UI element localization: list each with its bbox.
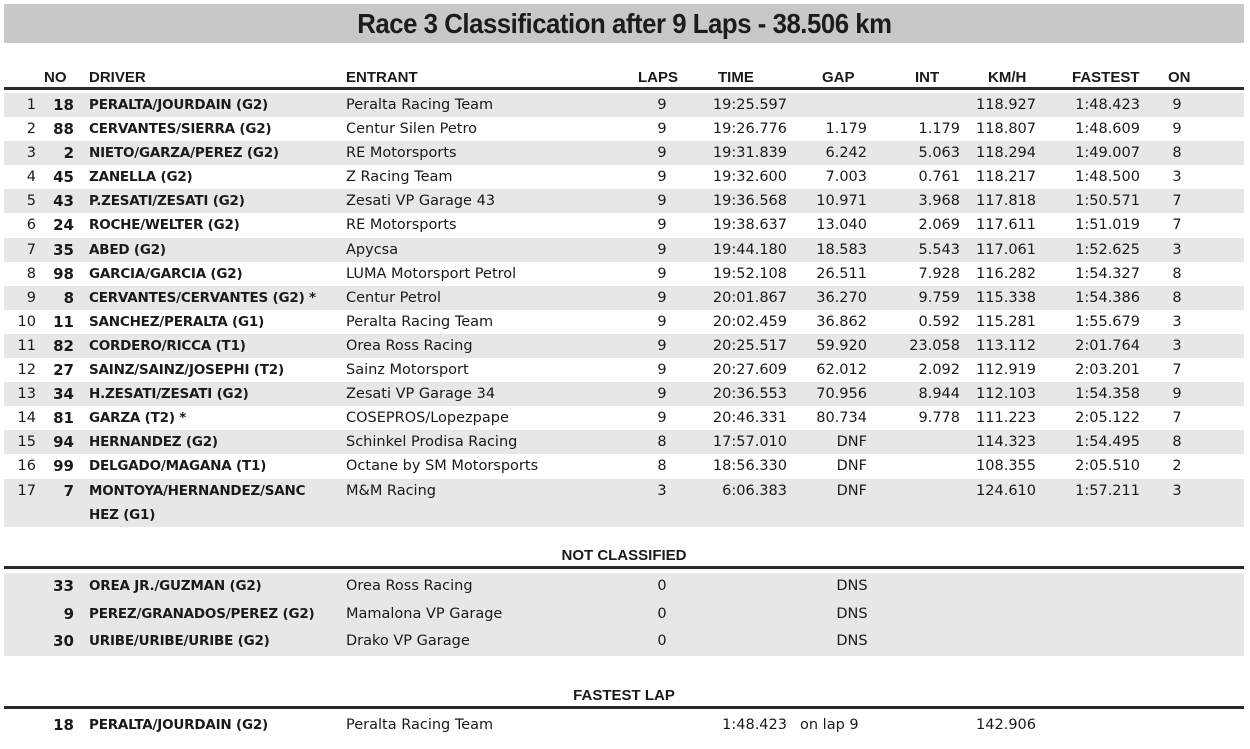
- gap-value: 62.012: [816, 362, 867, 379]
- entrant-name: COSEPROS/Lopezpape: [346, 410, 509, 427]
- fastest-lap-time: 2:01.764: [1075, 337, 1140, 354]
- car-number: 45: [53, 168, 74, 187]
- laps-count: 8: [657, 458, 667, 475]
- table-header: [4, 66, 1244, 90]
- title-bar: [4, 4, 1244, 43]
- gap-value: DNS: [836, 578, 868, 594]
- average-speed: 118.217: [976, 169, 1036, 186]
- driver-name: GARCIA/GARCIA (G2): [89, 265, 243, 282]
- fastest-on-lap: 7: [1172, 217, 1182, 234]
- fastest-lap-title: FASTEST LAP: [4, 687, 1244, 709]
- total-time: 20:25.517: [712, 337, 787, 354]
- total-time: 20:27.609: [712, 362, 787, 379]
- fastest-lap-time: 1:52.625: [1075, 241, 1140, 258]
- laps-count: 9: [657, 313, 667, 330]
- driver-name: SAINZ/SAINZ/JOSEPHI (T2): [89, 362, 284, 379]
- average-speed: 112.919: [976, 362, 1036, 379]
- fastest-lap-time: 1:54.358: [1075, 386, 1140, 403]
- driver-name: GARZA (T2) *: [89, 410, 187, 427]
- interval-value: 1.179: [918, 121, 960, 138]
- entrant-name: RE Motorsports: [346, 145, 457, 162]
- interval-value: 9.759: [918, 289, 960, 306]
- driver-name: MONTOYA/HERNANDEZ/SANC HEZ (G1): [89, 482, 306, 523]
- total-time: 17:57.010: [712, 434, 787, 451]
- col-on: ON: [1168, 69, 1191, 86]
- table-row: [4, 430, 1244, 454]
- table-row: [4, 310, 1244, 334]
- laps-count: 9: [657, 121, 667, 138]
- car-number: 8: [63, 288, 74, 307]
- fastest-on-lap: 9: [1172, 97, 1182, 113]
- entrant-name: Orea Ross Racing: [346, 578, 473, 594]
- interval-value: 9.778: [918, 410, 960, 427]
- laps-count: 0: [657, 633, 667, 649]
- fastest-on-lap: 9: [1172, 386, 1182, 403]
- gap-value: 7.003: [825, 169, 867, 186]
- table-row: [4, 213, 1244, 237]
- car-number: 2: [63, 144, 74, 163]
- fastest-on-lap: 3: [1172, 241, 1182, 258]
- car-number: 18: [53, 716, 74, 734]
- total-time: 19:36.568: [712, 193, 787, 210]
- col-kmh: KM/H: [988, 69, 1027, 86]
- gap-value: DNS: [836, 605, 868, 622]
- car-number: 81: [53, 409, 74, 428]
- car-number: 98: [53, 264, 74, 283]
- laps-count: 8: [657, 434, 667, 451]
- fastest-kmh: 142.906: [976, 717, 1036, 733]
- car-number: 30: [53, 632, 74, 650]
- fastest-on-lap: 3: [1172, 337, 1182, 354]
- col-fastest: FASTEST: [1072, 69, 1140, 86]
- position: 6: [26, 217, 36, 234]
- car-number: 99: [53, 457, 74, 476]
- average-speed: 114.323: [976, 434, 1036, 451]
- fastest-lap-time: 1:49.007: [1075, 145, 1140, 162]
- average-speed: 113.112: [976, 337, 1036, 354]
- driver-name: CORDERO/RICCA (T1): [89, 337, 246, 354]
- entrant-name: Centur Silen Petro: [346, 121, 478, 138]
- car-number: 11: [53, 312, 74, 331]
- car-number: 27: [53, 361, 74, 380]
- position: 5: [26, 193, 36, 210]
- entrant-name: Zesati VP Garage 43: [346, 193, 496, 210]
- laps-count: 9: [657, 145, 667, 162]
- table-row: [4, 93, 1244, 117]
- interval-value: 3.968: [918, 193, 960, 210]
- driver-name: ABED (G2): [89, 241, 166, 258]
- car-number: 9: [63, 604, 74, 623]
- laps-count: 9: [657, 97, 667, 113]
- driver-name: P.ZESATI/ZESATI (G2): [89, 193, 245, 210]
- fastest-lap-time: 1:48.500: [1075, 169, 1140, 186]
- table-row: [4, 454, 1244, 478]
- entrant-name: M&M Racing: [346, 482, 436, 499]
- average-speed: 118.807: [976, 121, 1036, 138]
- laps-count: 9: [657, 289, 667, 306]
- entrant-name: Sainz Motorsport: [346, 362, 469, 379]
- laps-count: 9: [657, 241, 667, 258]
- fastest-lap-row: [4, 713, 1244, 737]
- interval-value: 2.069: [918, 217, 960, 234]
- laps-count: 9: [657, 410, 667, 427]
- gap-value: DNF: [836, 434, 867, 451]
- fastest-on-lap: 3: [1172, 169, 1182, 186]
- entrant-name: RE Motorsports: [346, 217, 457, 234]
- interval-value: 8.944: [918, 386, 960, 403]
- gap-value: 1.179: [825, 121, 867, 138]
- table-row: [4, 382, 1244, 406]
- table-row: [4, 406, 1244, 430]
- entrant-name: Peralta Racing Team: [346, 313, 494, 330]
- driver-name: H.ZESATI/ZESATI (G2): [89, 386, 249, 403]
- car-number: 18: [53, 96, 74, 114]
- table-row: [4, 358, 1244, 382]
- total-time: 19:25.597: [712, 97, 787, 113]
- table-row: [4, 238, 1244, 262]
- table-row: [4, 479, 1244, 527]
- average-speed: 116.282: [976, 265, 1036, 282]
- position: 9: [26, 289, 36, 306]
- entrant-name: Apycsa: [346, 241, 399, 258]
- position: 2: [26, 121, 36, 138]
- car-number: 24: [53, 216, 74, 235]
- entrant-name: Drako VP Garage: [346, 633, 470, 649]
- interval-value: 2.092: [918, 362, 960, 379]
- entrant-name: LUMA Motorsport Petrol: [346, 265, 517, 282]
- interval-value: 5.063: [918, 145, 960, 162]
- fastest-lap-time: 2:03.201: [1075, 362, 1140, 379]
- entrant-name: Z Racing Team: [346, 169, 453, 186]
- car-number: 82: [53, 336, 74, 355]
- average-speed: 108.355: [976, 458, 1036, 475]
- driver-name: DELGADO/MAGANA (T1): [89, 458, 267, 475]
- total-time: 19:26.776: [712, 121, 787, 138]
- average-speed: 117.611: [976, 217, 1036, 234]
- total-time: 19:32.600: [712, 169, 787, 186]
- fastest-on-lap: 9: [1172, 121, 1182, 138]
- average-speed: 117.818: [976, 193, 1036, 210]
- gap-value: 59.920: [816, 337, 867, 354]
- total-time: 19:38.637: [712, 217, 787, 234]
- gap-value: 13.040: [816, 217, 867, 234]
- position: 16: [17, 458, 36, 475]
- position: 1: [26, 97, 36, 113]
- total-time: 20:01.867: [712, 289, 787, 306]
- fastest-lap-time: 1:55.679: [1075, 313, 1140, 330]
- position: 12: [17, 362, 36, 379]
- fastest-on-lap: 7: [1172, 193, 1182, 210]
- total-time: 19:52.108: [712, 265, 787, 282]
- position: 17: [17, 482, 36, 499]
- table-row: [4, 573, 1244, 601]
- fastest-on-lap: 8: [1172, 145, 1182, 162]
- driver-name: SANCHEZ/PERALTA (G1): [89, 313, 265, 330]
- table-row: [4, 165, 1244, 189]
- position: 13: [17, 386, 36, 403]
- entrant-name: Centur Petrol: [346, 289, 442, 306]
- fastest-lap-time: 1:54.495: [1075, 434, 1140, 451]
- position: 14: [17, 410, 36, 427]
- fastest-on-lap: 2: [1172, 458, 1182, 475]
- gap-value: 36.270: [816, 289, 867, 306]
- gap-value: DNF: [836, 458, 867, 475]
- gap-value: DNF: [836, 482, 867, 499]
- driver-name: OREA JR./GUZMAN (G2): [89, 578, 262, 594]
- car-number: 43: [53, 192, 74, 211]
- table-row: [4, 628, 1244, 656]
- table-row: [4, 262, 1244, 286]
- average-speed: 118.927: [976, 97, 1036, 113]
- gap-value: DNS: [836, 633, 868, 649]
- fastest-on-lap: 7: [1172, 362, 1182, 379]
- average-speed: 115.338: [976, 289, 1036, 306]
- fastest-lap-time: 1:50.571: [1075, 193, 1140, 210]
- table-row: [4, 117, 1244, 141]
- driver-name: ROCHE/WELTER (G2): [89, 217, 240, 234]
- car-number: 33: [53, 577, 74, 595]
- fastest-on-lap: 3: [1172, 313, 1182, 330]
- table-row: [4, 189, 1244, 213]
- fastest-on-lap: 7: [1172, 410, 1182, 427]
- entrant-name: Schinkel Prodisa Racing: [346, 434, 518, 451]
- table-row: [4, 601, 1244, 629]
- fastest-lap-table: [4, 713, 1244, 737]
- entrant-name: Mamalona VP Garage: [346, 605, 503, 622]
- car-number: 34: [53, 385, 74, 404]
- driver-name: CERVANTES/SIERRA (G2): [89, 121, 272, 138]
- position: 8: [26, 265, 36, 282]
- laps-count: 9: [657, 337, 667, 354]
- entrant-name: Zesati VP Garage 34: [346, 386, 496, 403]
- fastest-lap-time: 2:05.122: [1075, 410, 1140, 427]
- laps-count: 0: [657, 605, 667, 622]
- total-time: 19:31.839: [712, 145, 787, 162]
- average-speed: 111.223: [976, 410, 1036, 427]
- position: 11: [17, 337, 36, 354]
- average-speed: 112.103: [976, 386, 1036, 403]
- fastest-lap-time: 1:54.386: [1075, 289, 1140, 306]
- fastest-lap-time: 1:54.327: [1075, 265, 1140, 282]
- total-time: 20:46.331: [712, 410, 787, 427]
- position: 10: [17, 313, 36, 330]
- classification-table: [4, 93, 1244, 527]
- entrant-name: Octane by SM Motorsports: [346, 458, 539, 475]
- driver-name: PERALTA/JOURDAIN (G2): [89, 717, 269, 733]
- interval-value: 0.592: [918, 313, 960, 330]
- interval-value: 5.543: [918, 241, 960, 258]
- driver-name: PERALTA/JOURDAIN (G2): [89, 97, 269, 113]
- laps-count: 9: [657, 265, 667, 282]
- gap-value: 36.862: [816, 313, 867, 330]
- driver-name: NIETO/GARZA/PEREZ (G2): [89, 145, 279, 162]
- fastest-on-lap: 8: [1172, 265, 1182, 282]
- driver-name: PEREZ/GRANADOS/PEREZ (G2): [89, 605, 315, 622]
- driver-name: CERVANTES/CERVANTES (G2) *: [89, 289, 316, 306]
- fastest-on-lap: 3: [1172, 482, 1182, 499]
- not-classified-title: NOT CLASSIFIED: [4, 547, 1244, 569]
- fastest-on-lap: 8: [1172, 434, 1182, 451]
- total-time: 20:02.459: [712, 313, 787, 330]
- position: 3: [26, 145, 36, 162]
- position: 4: [26, 169, 36, 186]
- fastest-lap-time: 1:48.423: [1075, 97, 1140, 113]
- col-int: INT: [915, 69, 940, 86]
- entrant-name: Peralta Racing Team: [346, 97, 494, 113]
- gap-value: 80.734: [816, 410, 867, 427]
- laps-count: 9: [657, 362, 667, 379]
- fastest-lap-time: 1:48.609: [1075, 121, 1140, 138]
- gap-value: 70.956: [816, 386, 867, 403]
- position: 7: [26, 241, 36, 258]
- table-row: [4, 141, 1244, 165]
- average-speed: 115.281: [976, 313, 1036, 330]
- car-number: 35: [53, 240, 74, 259]
- average-speed: 124.610: [976, 482, 1036, 499]
- fastest-time: 1:48.423: [722, 717, 787, 733]
- total-time: 6:06.383: [722, 482, 787, 499]
- gap-value: 6.242: [825, 145, 867, 162]
- average-speed: 117.061: [976, 241, 1036, 258]
- laps-count: 9: [657, 193, 667, 210]
- gap-value: 18.583: [816, 241, 867, 258]
- gap-value: 26.511: [816, 265, 867, 282]
- fastest-lap-time: 1:51.019: [1075, 217, 1140, 234]
- car-number: 7: [63, 481, 74, 500]
- col-no: NO: [44, 69, 67, 86]
- interval-value: 0.761: [918, 169, 960, 186]
- position: 15: [17, 434, 36, 451]
- not-classified-table: [4, 573, 1244, 656]
- col-gap: GAP: [822, 69, 855, 86]
- gap-value: 10.971: [816, 193, 867, 210]
- total-time: 18:56.330: [712, 458, 787, 475]
- col-laps: LAPS: [638, 69, 679, 86]
- interval-value: 23.058: [909, 337, 960, 354]
- table-row: [4, 286, 1244, 310]
- interval-value: 7.928: [918, 265, 960, 282]
- average-speed: 118.294: [976, 145, 1036, 162]
- col-driver: DRIVER: [89, 69, 146, 86]
- entrant-name: Orea Ross Racing: [346, 337, 473, 354]
- fastest-lap-time: 2:05.510: [1075, 458, 1140, 475]
- laps-count: 9: [657, 169, 667, 186]
- entrant-name: Peralta Racing Team: [346, 717, 494, 733]
- total-time: 19:44.180: [712, 241, 787, 258]
- fastest-lap-time: 1:57.211: [1075, 482, 1140, 499]
- fastest-on-lap: on lap 9: [800, 717, 859, 733]
- car-number: 94: [53, 433, 74, 452]
- driver-name: URIBE/URIBE/URIBE (G2): [89, 633, 270, 649]
- laps-count: 3: [657, 482, 667, 499]
- table-row: [4, 334, 1244, 358]
- page-title: Race 3 Classification after 9 Laps - 38.506 km: [356, 7, 892, 39]
- fastest-on-lap: 8: [1172, 289, 1182, 306]
- total-time: 20:36.553: [712, 386, 787, 403]
- laps-count: 9: [657, 217, 667, 234]
- driver-name: ZANELLA (G2): [89, 169, 193, 186]
- laps-count: 0: [657, 578, 667, 594]
- col-time: TIME: [718, 69, 754, 86]
- driver-name: HERNANDEZ (G2): [89, 434, 218, 451]
- laps-count: 9: [657, 386, 667, 403]
- car-number: 88: [53, 120, 74, 139]
- col-entrant: ENTRANT: [346, 69, 418, 86]
